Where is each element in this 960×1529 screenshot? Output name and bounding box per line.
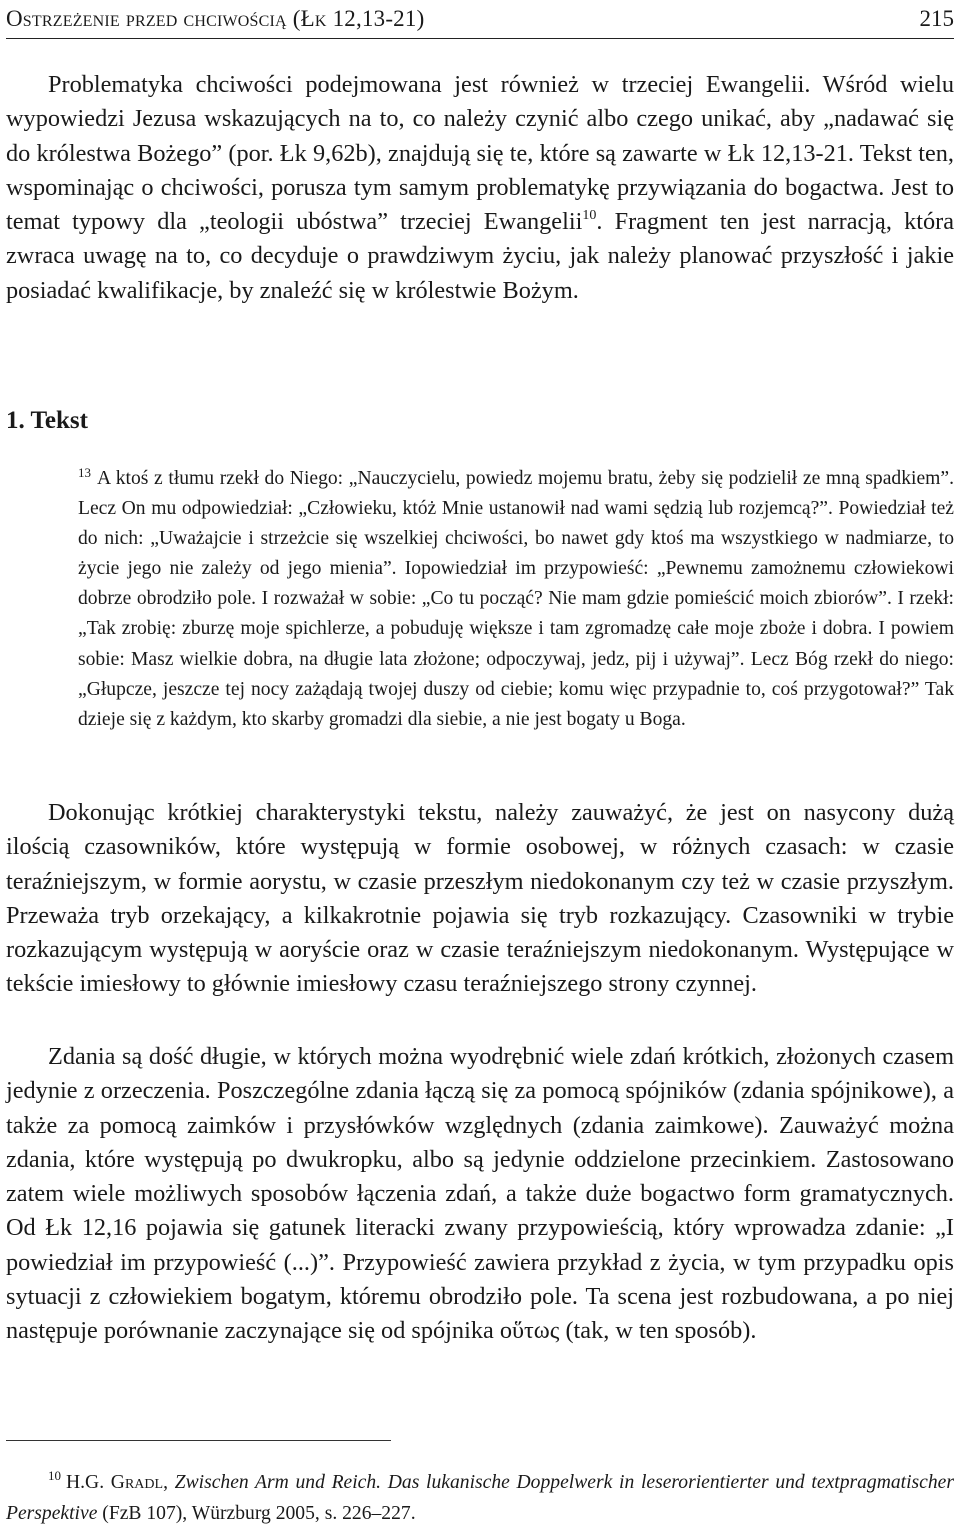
footnote-number: 10 xyxy=(48,1468,61,1483)
running-header xyxy=(6,2,954,36)
section-heading: 1. Tekst xyxy=(6,407,88,434)
paragraph-intro-text-a: Problematyka chciwości podejmowana jest również w trzeciej Ewangelii. Wśród wielu wypowiedzi Jezusa wskazujących na to, co należy czynić albo czego unikać, aby „nadawać się do królestwa Bożego” (por. Łk 9,62b), znajdują się te, które są zawarte w Łk 12,13-21. Tekst ten, wspominając o chciwości, porusza tym samym problematykę przywiązania do bogactwa. Jest to temat typowy dla „teologii ubóstwa” trzeciej Ewangelii xyxy=(6,71,954,236)
footnote xyxy=(6,1460,954,1529)
verse-number: 13 xyxy=(78,465,91,480)
running-header-title: Ostrzeżenie przed chciwością (Łk 12,13-21) xyxy=(6,6,425,31)
paragraph-intro xyxy=(6,68,954,308)
scripture-quote-text: A ktoś z tłumu rzekł do Niego: „Nauczycielu, powiedz mojemu bratu, żeby się podzielił ze mną spadkiem”. Lecz On mu odpowiedział: „Człowieku, któż Mnie ustanowił nad wami sędzią lub rozjemcą?”. Powiedział też do nich: „Uważajcie i strzeżcie się wszelkiej chciwości, bo nawet gdy ktoś ma wszystkiego w nadmiarze, to życie jego nie zależy od jego mienia”. Iopowiedział im przypowieść: „Pewnemu zamożnemu człowiekowi dobrze obrodziło pole. I rozważał w sobie: „Co tu począć? Nie mam gdzie pomieścić moich zbiorów”. I rzekł: „Tak zrobię: zburzę moje spichlerze, a pobuduję większe i tam zgromadzę całe moje zboże i dobra. I powiem sobie: Masz wielkie dobra, na długie lata złożone; odpoczywaj, jedz, pij i używaj”. Lecz Bóg rzekł do niego: „Głupcze, jeszcze tej nocy zażądają twojej duszy od ciebie; komu więc przypadnie to, coś przygotował?” Tak dzieje się z każdym, kto skarby gromadzi dla siebie, a nie jest bogaty u Boga. xyxy=(78,468,954,730)
footnote-rule xyxy=(6,1440,391,1441)
scripture-quote xyxy=(78,458,954,735)
paragraph-intro-text-b: . Fragment ten jest narracją, która zwraca uwagę na to, co decyduje o prawdziwym życiu, jak należy planować przyszłość i jakie posiadać kwalifikacje, by znaleźć się w królestwie Bożym. xyxy=(6,208,954,304)
paragraph-sentences: Zdania są dość długie, w których można wyodrębnić wiele zdań krótkich, złożonych czasem jedynie z orzeczenia. Poszczególne zdania łączą się za pomocą spójników (zdania spójnikowe), a także za pomocą zaimków i przysłówków względnych (zdania zaimkowe). Zauważyć można zdania, które występują po dwukropku, albo są jedynie oddzielone przecinkiem. Zastosowano zatem wiele możliwych sposobów łączenia zdań, a także duże bogactwo form gramatycznych. Od Łk 12,16 pojawia się gatunek literacki zwany przypowieścią, który wprowadza zdanie: „I powiedział im przypowieść (...)”. Przypowieść zawiera przykład z życia, w tym przypadku opis sytuacji z człowiekiem bogatym, któremu obrodziło pole. Ta scena jest rozbudowana, a po niej następuje porównanie zaczynające się od spójnika οὕτως (tak, w ten sposób). xyxy=(6,1043,954,1345)
footnote-book-title: Zwischen Arm und Reich. Das lukanische Doppelwerk in leserorientierter und textpragmatischer Perspektive xyxy=(6,1472,954,1524)
header-rule xyxy=(6,38,954,39)
footnote-reference[interactable]: 10 xyxy=(582,208,597,224)
footnote-author-surname: Gradl xyxy=(110,1472,164,1493)
page-number: 215 xyxy=(919,6,954,31)
document-page xyxy=(6,0,954,1528)
footnote-separator: , xyxy=(163,1472,175,1493)
paragraph-characteristics: Dokonując krótkiej charakterystyki tekstu, należy zauważyć, że jest on nasycony dużą ilością czasowników, które występują w formie osobowej, w różnych czasach: w czasie teraźniejszym, w formie aorystu, w czasie przeszłym niedokonanym czy też w czasie przyszłym. Przeważa tryb orzekający, a kilkakrotnie pojawia się tryb rozkazujący. Czasowniki w trybie rozkazującym występują w aoryście oraz w czasie teraźniejszym niedokonanym. Występujące w tekście imiesłowy to głównie imiesłowy czasu teraźniejszego strony czynnej. xyxy=(6,799,954,998)
footnote-publication: (FzB 107), Würzburg 2005, s. 226–227. xyxy=(97,1503,416,1524)
footnote-author-initials: H.G. xyxy=(66,1472,111,1493)
